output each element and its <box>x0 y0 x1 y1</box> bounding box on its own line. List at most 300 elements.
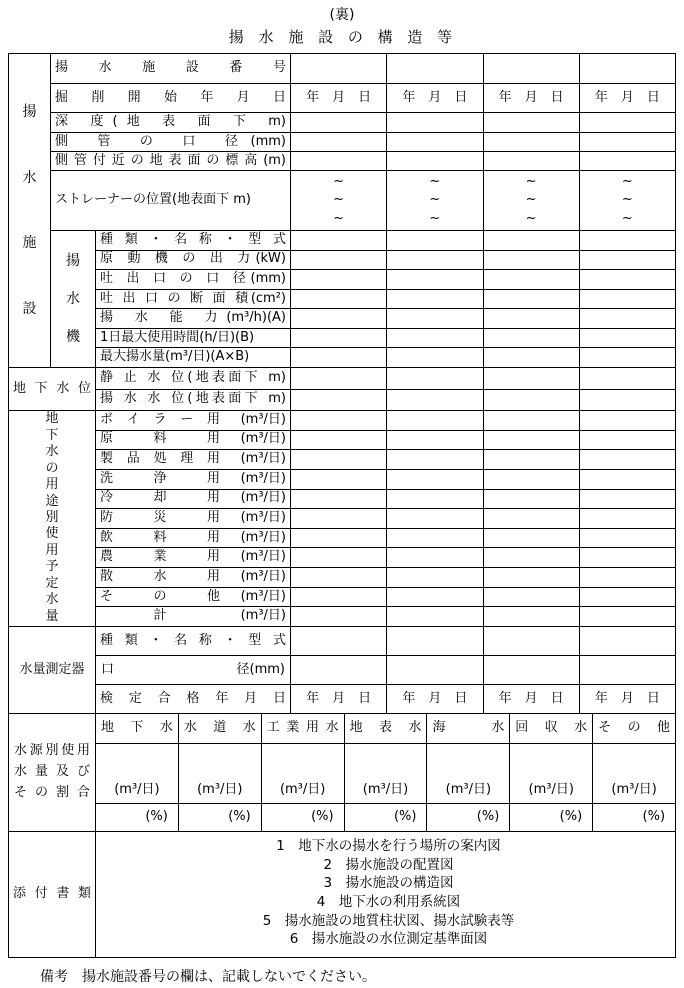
data-cell <box>387 329 483 349</box>
section-label-char: 予 <box>45 559 59 575</box>
row-label-text: 冷 却 用 <box>100 490 220 506</box>
section-label-usage-by-source <box>9 714 96 832</box>
tilde-mark: ~ <box>333 173 345 189</box>
row-label-text: 種 類 ・ 名 称 ・ 型 式 <box>100 632 286 648</box>
percent-cell: (%) <box>510 804 592 832</box>
table-row <box>96 450 675 470</box>
table-row <box>96 588 675 608</box>
data-cell <box>484 390 580 412</box>
row-label-text: 吐 出 口 の 口 径(mm) <box>100 270 286 286</box>
data-cell <box>387 309 483 329</box>
row-label-meter-type <box>96 627 291 656</box>
table-row <box>96 490 675 510</box>
data-cell <box>387 133 483 152</box>
data-cell <box>580 171 675 231</box>
row-label-usage-disaster-prevention <box>96 509 291 529</box>
row-label-text: 1日最大使用時間(h/日)(B) <box>100 329 255 345</box>
data-cell <box>484 290 580 310</box>
data-cell <box>580 348 675 368</box>
unit-cell: (m³/日) <box>345 744 427 804</box>
row-label-text: 原 料 用 <box>100 431 220 447</box>
source-column-recycled-water <box>510 714 593 832</box>
data-cell <box>387 113 483 133</box>
column-header-surface-water <box>345 714 427 744</box>
data-cell <box>291 152 387 171</box>
section-label-usage-by-purpose <box>9 411 96 627</box>
attachment-number: 1 <box>276 838 285 854</box>
page-title: 揚 水 施 設 の 構 造 等 <box>228 28 456 46</box>
table-row <box>96 568 675 588</box>
section-label-text: 水量測定器 <box>19 661 85 677</box>
data-cell <box>484 329 580 349</box>
row-label-text: 吐 出 口 の 断 面 積(cm²) <box>100 290 286 306</box>
data-cell <box>484 231 580 251</box>
data-cell <box>580 470 675 490</box>
data-cell <box>580 490 675 510</box>
tilde-mark: ~ <box>525 192 537 208</box>
column-header-text: 海 水 <box>432 720 505 736</box>
source-column-other <box>593 714 675 832</box>
data-cell <box>580 270 675 290</box>
table-row <box>51 54 675 84</box>
row-label-strainer-position <box>51 171 291 231</box>
unit-text: (m³/日) <box>240 588 286 604</box>
data-cell <box>387 171 483 231</box>
table-row <box>96 270 675 290</box>
row-label-depth <box>51 113 291 133</box>
remarks-note: 備考 揚水施設番号の欄は、記載しないでください。 <box>40 969 376 985</box>
row-label-meter-diameter <box>96 656 291 685</box>
source-column-groundwater <box>96 714 179 832</box>
row-label-ground-elevation <box>51 152 291 171</box>
row-label-pumping-capacity <box>96 309 291 329</box>
attachment-item <box>322 876 454 892</box>
unit-text: (m³/日) <box>240 431 286 447</box>
data-cell <box>484 54 580 84</box>
section-label-char: 揚 <box>22 103 37 120</box>
tilde-mark: ~ <box>525 210 537 226</box>
unit-text: (m³/日) <box>240 529 286 545</box>
column-header-seawater <box>427 714 509 744</box>
row-label-text: そ の 他 <box>100 588 220 604</box>
data-cell <box>387 470 483 490</box>
section-usage-by-purpose <box>9 411 675 627</box>
attachment-number: 2 <box>323 856 333 873</box>
attachment-number: 5 <box>262 912 272 929</box>
column-header-text: 水 道 水 <box>183 720 256 736</box>
row-label-text: 原 動 機 の 出 力(kW) <box>100 251 286 267</box>
tilde-mark: ~ <box>429 210 441 226</box>
data-cell <box>580 390 675 412</box>
attachment-number: 4 <box>316 894 326 911</box>
row-label-casing-diameter <box>51 133 291 152</box>
section-label-char: 水 <box>22 169 37 186</box>
data-cell <box>291 251 387 271</box>
percent-cell: (%) <box>345 804 427 832</box>
unit-text: (m³/日) <box>240 470 286 486</box>
data-cell <box>291 607 387 627</box>
section-usage-by-source <box>9 714 675 832</box>
data-cell: 年 月 日 <box>387 84 483 113</box>
column-header-other <box>593 714 675 744</box>
row-label-text: 農 業 用 <box>100 549 220 565</box>
form-table <box>8 53 676 958</box>
section-label-char: 水 <box>45 592 59 608</box>
row-label-text: 計 <box>153 608 167 624</box>
data-cell <box>580 568 675 588</box>
attachment-number: 6 <box>289 931 299 948</box>
section-label-char: 定 <box>45 575 59 591</box>
data-cell <box>580 113 675 133</box>
data-cell <box>484 411 580 431</box>
row-label-motor-output <box>96 251 291 271</box>
section-water-meter <box>9 627 675 714</box>
section-label-char: 機 <box>66 328 80 345</box>
row-label-usage-sprinkling <box>96 568 291 588</box>
row-label-usage-other <box>96 588 291 608</box>
table-row <box>51 171 675 231</box>
unit-cell: (m³/日) <box>96 744 178 804</box>
data-cell <box>580 152 675 171</box>
row-label-text: 洗 浄 用 <box>100 470 220 486</box>
table-row <box>96 231 675 251</box>
section-label-char: 施 <box>22 235 37 252</box>
section-label-pump <box>51 231 96 368</box>
data-cell <box>580 309 675 329</box>
row-label-text: 側管付近の地表面の標高(m) <box>55 152 286 168</box>
attachment-item <box>322 858 454 874</box>
section-label-pumping-facility <box>9 54 51 368</box>
section-pumping-facility <box>9 54 675 368</box>
data-cell <box>580 431 675 451</box>
table-row <box>96 411 675 431</box>
table-row <box>96 656 675 685</box>
data-cell <box>484 309 580 329</box>
data-cell <box>291 411 387 431</box>
data-cell <box>387 270 483 290</box>
tilde-mark: ~ <box>333 210 345 226</box>
section-label-char: 水 <box>66 290 80 307</box>
attachment-item <box>315 895 461 911</box>
data-cell <box>387 368 483 390</box>
row-label-text: 側 管 の 口 径(mm) <box>55 133 286 149</box>
data-cell <box>484 251 580 271</box>
row-label-static-water-level <box>96 368 291 390</box>
data-cell <box>291 431 387 451</box>
tilde-mark: ~ <box>333 192 345 208</box>
attachment-item <box>288 932 488 948</box>
column-header-tap-water <box>179 714 261 744</box>
table-row <box>51 133 675 152</box>
data-cell <box>291 548 387 568</box>
table-row <box>96 390 675 412</box>
data-cell <box>580 368 675 390</box>
column-header-groundwater <box>96 714 178 744</box>
data-cell <box>484 270 580 290</box>
tilde-mark: ~ <box>621 173 633 189</box>
row-label-text: 製 品 処 理 用 <box>100 451 220 467</box>
data-cell <box>387 411 483 431</box>
row-label-text: ストレーナーの位置(地表面下 m) <box>55 192 251 208</box>
tilde-mark: ~ <box>621 210 633 226</box>
row-label-text: 散 水 用 <box>100 568 220 584</box>
row-label-text: 径(mm) <box>236 661 285 677</box>
data-cell <box>580 529 675 549</box>
data-cell <box>387 431 483 451</box>
attachment-item <box>274 839 501 855</box>
data-cell <box>291 54 387 84</box>
table-row <box>51 84 675 113</box>
data-cell <box>387 490 483 510</box>
data-cell <box>291 270 387 290</box>
data-cell <box>580 329 675 349</box>
data-cell <box>484 627 580 656</box>
data-cell <box>291 450 387 470</box>
attachment-text: 揚水施設の地質柱状図、揚水試験表等 <box>284 912 515 929</box>
tilde-mark: ~ <box>429 192 441 208</box>
attachment-text: 揚水施設の配置図 <box>345 856 454 873</box>
data-cell <box>387 390 483 412</box>
row-label-text: 掘 削 開 始 年 月 日 <box>55 89 286 105</box>
percent-cell: (%) <box>96 804 178 832</box>
section-label-char: 用 <box>45 477 59 493</box>
section-label-char: 水 <box>45 444 59 460</box>
unit-text: (m³/日) <box>240 568 286 584</box>
data-cell: 年 月 日 <box>291 84 387 113</box>
section-label-char: 別 <box>45 510 59 526</box>
section-attachments <box>9 832 675 957</box>
data-cell <box>484 152 580 171</box>
subsection-pump <box>51 231 675 368</box>
data-cell <box>580 251 675 271</box>
table-row <box>96 329 675 349</box>
side-indicator: (裏) <box>329 7 355 23</box>
data-cell <box>484 588 580 608</box>
table-row <box>96 368 675 390</box>
section-label-char: 地 <box>45 411 59 427</box>
data-cell <box>580 411 675 431</box>
data-cell <box>291 568 387 588</box>
data-cell <box>291 529 387 549</box>
data-cell <box>387 231 483 251</box>
data-cell <box>484 470 580 490</box>
data-cell <box>291 133 387 152</box>
row-label-text: 揚 水 施 設 番 号 <box>55 60 286 76</box>
section-label-line: そ の 割 合 <box>14 784 90 800</box>
data-cell <box>387 290 483 310</box>
row-label-drilling-start-date <box>51 84 291 113</box>
data-cell <box>291 470 387 490</box>
attachment-text: 揚水施設の構造図 <box>345 875 454 892</box>
data-cell <box>484 171 580 231</box>
data-cell: 年 月 日 <box>484 685 580 714</box>
data-cell <box>580 231 675 251</box>
table-row <box>96 607 675 627</box>
column-header-recycled-water <box>510 714 592 744</box>
percent-cell: (%) <box>262 804 344 832</box>
table-row <box>96 627 675 656</box>
data-cell <box>387 450 483 470</box>
source-column-industrial-water <box>262 714 345 832</box>
section-label-attachments <box>9 832 96 957</box>
data-cell <box>291 368 387 390</box>
data-cell <box>291 348 387 368</box>
unit-text: (m³/日) <box>240 490 286 506</box>
table-row <box>96 509 675 529</box>
section-label-line: 水 量 及 び <box>14 764 90 780</box>
row-label-usage-agriculture <box>96 548 291 568</box>
data-cell <box>387 656 483 685</box>
table-row <box>96 309 675 329</box>
data-cell <box>291 290 387 310</box>
data-cell <box>484 431 580 451</box>
tilde-mark: ~ <box>429 173 441 189</box>
section-label-char: 量 <box>45 608 59 624</box>
row-label-text: 防 災 用 <box>100 510 220 526</box>
row-label-text: ボ イ ラ ー 用 <box>100 411 220 427</box>
unit-text: (m³/日) <box>240 411 286 427</box>
row-label-usage-product-processing <box>96 450 291 470</box>
unit-cell: (m³/日) <box>593 744 675 804</box>
data-cell <box>484 368 580 390</box>
table-row <box>96 251 675 271</box>
column-header-text: 工 業 用 水 <box>266 720 339 736</box>
data-cell <box>580 588 675 608</box>
section-label-char: 使 <box>45 526 59 542</box>
section-groundwater-level <box>9 368 675 411</box>
data-cell <box>580 607 675 627</box>
data-cell <box>291 656 387 685</box>
unit-text: (m³/日) <box>240 451 286 467</box>
table-row <box>51 113 675 133</box>
attachments-list <box>96 832 675 957</box>
unit-cell: (m³/日) <box>262 744 344 804</box>
data-cell <box>580 627 675 656</box>
section-label-char: 途 <box>45 493 59 509</box>
row-label-usage-total <box>96 607 291 627</box>
data-cell <box>580 450 675 470</box>
section-label-char: 揚 <box>66 252 80 269</box>
data-cell <box>484 529 580 549</box>
column-header-text: 回 収 水 <box>515 720 588 736</box>
unit-text: (m³/日) <box>240 549 286 565</box>
row-label-text: 深 度(地 表 面 下 m) <box>55 114 286 130</box>
percent-cell: (%) <box>593 804 675 832</box>
table-row <box>96 529 675 549</box>
data-cell <box>387 152 483 171</box>
data-cell <box>291 509 387 529</box>
data-cell <box>484 656 580 685</box>
row-label-well-number <box>51 54 291 84</box>
tilde-mark: ~ <box>621 192 633 208</box>
source-column-tap-water <box>179 714 262 832</box>
row-label-text: 検 定 合 格 年 月 日 <box>100 690 286 706</box>
row-label-text: 静 止 水 位(地表面下 m) <box>100 369 286 385</box>
table-row <box>96 431 675 451</box>
row-label-max-pumping-volume <box>96 348 291 368</box>
data-cell <box>484 450 580 470</box>
column-header-text: 地 下 水 <box>101 720 173 736</box>
percent-cell: (%) <box>427 804 509 832</box>
row-label-pumping-water-level <box>96 390 291 412</box>
unit-text: (m³/日) <box>240 608 286 624</box>
row-label-pump-type <box>96 231 291 251</box>
table-row <box>51 152 675 171</box>
row-label-max-daily-hours <box>96 329 291 349</box>
section-label-line: 水源別使用 <box>14 743 90 759</box>
table-row <box>96 290 675 310</box>
data-cell <box>580 133 675 152</box>
attachment-text: 地下水の利用系統図 <box>338 894 461 911</box>
data-cell <box>387 548 483 568</box>
row-label-usage-cooling <box>96 490 291 510</box>
data-cell <box>484 113 580 133</box>
data-cell: 年 月 日 <box>291 685 387 714</box>
row-label-text: 最大揚水量(m³/日)(A×B) <box>100 349 250 365</box>
row-label-text: 種 類 ・ 名 称 ・ 型 式 <box>100 231 286 247</box>
section-label-char: 下 <box>45 427 59 443</box>
data-cell <box>387 568 483 588</box>
row-label-usage-boiler <box>96 411 291 431</box>
table-row <box>96 548 675 568</box>
attachment-item <box>261 914 515 930</box>
row-label-usage-raw-material <box>96 431 291 451</box>
attachment-text: 地下水の揚水を行う場所の案内図 <box>298 838 501 854</box>
data-cell <box>580 548 675 568</box>
section-label-text: 添 付 書 類 <box>13 886 91 902</box>
data-cell <box>387 509 483 529</box>
attachment-text: 揚水施設の水位測定基準面図 <box>311 931 488 948</box>
data-cell <box>484 133 580 152</box>
row-label-text: 揚 水 能 力(m³/h)(A) <box>100 310 286 326</box>
unit-cell: (m³/日) <box>179 744 261 804</box>
percent-cell: (%) <box>179 804 261 832</box>
unit-cell: (m³/日) <box>427 744 509 804</box>
data-cell <box>484 509 580 529</box>
data-cell <box>580 54 675 84</box>
data-cell <box>291 309 387 329</box>
data-cell <box>580 509 675 529</box>
row-label-text: 飲 料 用 <box>100 529 220 545</box>
source-column-seawater <box>427 714 510 832</box>
data-cell <box>387 529 483 549</box>
data-cell <box>484 490 580 510</box>
section-label-char: の <box>45 460 59 476</box>
data-cell <box>291 588 387 608</box>
section-label-groundwater-level <box>9 368 96 411</box>
data-cell: 年 月 日 <box>484 84 580 113</box>
unit-text: (m³/日) <box>240 510 286 526</box>
data-cell <box>291 231 387 251</box>
table-row <box>96 685 675 714</box>
attachment-number: 3 <box>323 875 333 892</box>
data-cell: 年 月 日 <box>580 685 675 714</box>
section-label-water-meter <box>9 627 96 714</box>
data-cell <box>387 348 483 368</box>
data-cell <box>580 290 675 310</box>
data-cell <box>484 607 580 627</box>
data-cell <box>291 113 387 133</box>
data-cell <box>580 656 675 685</box>
row-label-usage-drinking <box>96 529 291 549</box>
row-label-certification-date <box>96 685 291 714</box>
data-cell: 年 月 日 <box>580 84 675 113</box>
data-cell <box>387 588 483 608</box>
data-cell <box>387 607 483 627</box>
data-cell <box>291 171 387 231</box>
section-label-text: 地 下 水 位 <box>13 380 91 396</box>
data-cell <box>484 548 580 568</box>
